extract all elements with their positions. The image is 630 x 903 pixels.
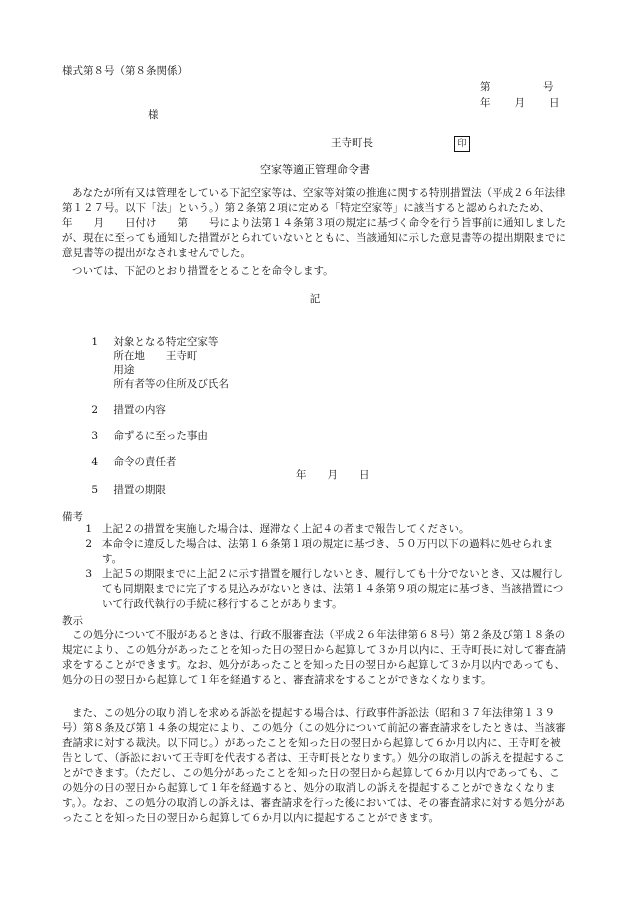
seal-stamp: 印 xyxy=(454,136,470,152)
item-label: 所在地 王寺町 xyxy=(113,350,198,362)
document-number: 第 号 xyxy=(480,81,554,93)
item-label: 命ずるに至った事由 xyxy=(113,430,208,442)
item-label: 所有者等の住所及び氏名 xyxy=(113,378,229,390)
body-paragraph-2: ついては、下記のとおり措置をとることを命令します。 xyxy=(72,265,334,277)
item-label: 対象となる特定空家等 xyxy=(113,336,219,348)
document-title: 空家等適正管理命令書 xyxy=(260,163,370,176)
remark-number: 2 xyxy=(85,538,92,550)
remark-number: 3 xyxy=(85,568,92,580)
remark-number: 1 xyxy=(85,523,92,535)
item-5 xyxy=(78,468,166,513)
item-number: 4 xyxy=(91,456,99,468)
issuer-name: 王寺町長 xyxy=(331,137,373,149)
item-label: 措置の期限 xyxy=(113,484,166,496)
form-label: 様式第８号（第８条関係） xyxy=(62,65,188,77)
remarks-list xyxy=(62,522,568,612)
remarks-heading: 備考 xyxy=(62,511,83,523)
instruction-paragraph-2: また、この処分の取り消しを求める訴訟を提起する場合は、行政事件訴訟法（昭和３７年法律第１３９号）第８条及び第１４条の規定により、この処分（この処分について前記の審査請求をしたときは、当該審査請求に対する裁決。以下同じ。）があったことを知った日の翌日から起算して６か月以内に、王寺町を被告として、（訴訟において王寺町を代表する者は、王寺町長となります。）処分の取消しの訴えを提起することができます。（ただし、この処分があったことを知った日の翌日から起算して６か月以内であっても、この処分の日の翌日から起算して１年を経過すると、処分の取消しの訴えを提起することができなくなります。）。なお、この処分の取消しの訴えは、審査請求を行った後においては、その審査請求に対する処分があったことを知った日の翌日から起算して６か月以内に提起することができます。 xyxy=(62,707,566,824)
item-number: 5 xyxy=(91,484,99,496)
item-label: 命令の責任者 xyxy=(113,456,177,468)
remark-1 xyxy=(62,522,568,537)
ki-heading: 記 xyxy=(309,293,321,305)
remark-2 xyxy=(62,537,568,567)
deadline-date: 年 月 日 xyxy=(296,469,370,481)
item-label: 措置の内容 xyxy=(113,404,166,416)
remark-text: 本命令に違反した場合は、法第１６条第１項の規定に基づき、５０万円以下の過料に処せられます。 xyxy=(102,538,554,565)
remark-text: 上記５の期限までに上記２に示す措置を履行しないとき、履行しても十分でないとき、又は履行しても同期限までに完了する見込みがないときは、法第１４条第９項の規定に基づき、当該措置について行政代執行の手続に移行することがあります。 xyxy=(102,568,564,610)
remark-text: 上記２の措置を実施した場合は、遅滞なく上記４の者まで報告してください。 xyxy=(102,523,470,535)
body-paragraph-1: あなたが所有又は管理をしている下記空家等は、空家等対策の推進に関する特別措置法（平成２６年法律第１２７号。以下「法」という。）第２条第２項に定める「特定空家等」に該当すると認められたため、 年 月 日付け 第 号により法第１４条第３項の規定に基づく命令を行う旨事前に通知しましたが、現在に至っても通知した措置がとられていないとともに、当該通知に示した意見書等の提出期限までに意見書等の提出がなされませんでした。 xyxy=(62,187,587,259)
item-number: 3 xyxy=(91,430,99,442)
remark-3 xyxy=(62,567,568,612)
item-number: 1 xyxy=(91,336,99,348)
issue-date: 年 月 日 xyxy=(480,97,561,109)
item-label: 用途 xyxy=(113,364,135,376)
item-number: 2 xyxy=(91,404,99,416)
addressee: 様 xyxy=(148,109,159,121)
instruction-heading: 教示 xyxy=(62,615,83,627)
instruction-paragraph-1: この処分について不服があるときは、行政不服審査法（平成２６年法律第６８号）第２条及び第１８条の規定により、この処分があったことを知った日の翌日から起算して３か月以内に、王寺町長に対して審査請求をすることができます。なお、処分があったことを知った日の翌日から起算して３か月以内であっても、処分の日の翌日から起算して１年を経過すると、審査請求をすることができなくなります。 xyxy=(62,629,566,686)
